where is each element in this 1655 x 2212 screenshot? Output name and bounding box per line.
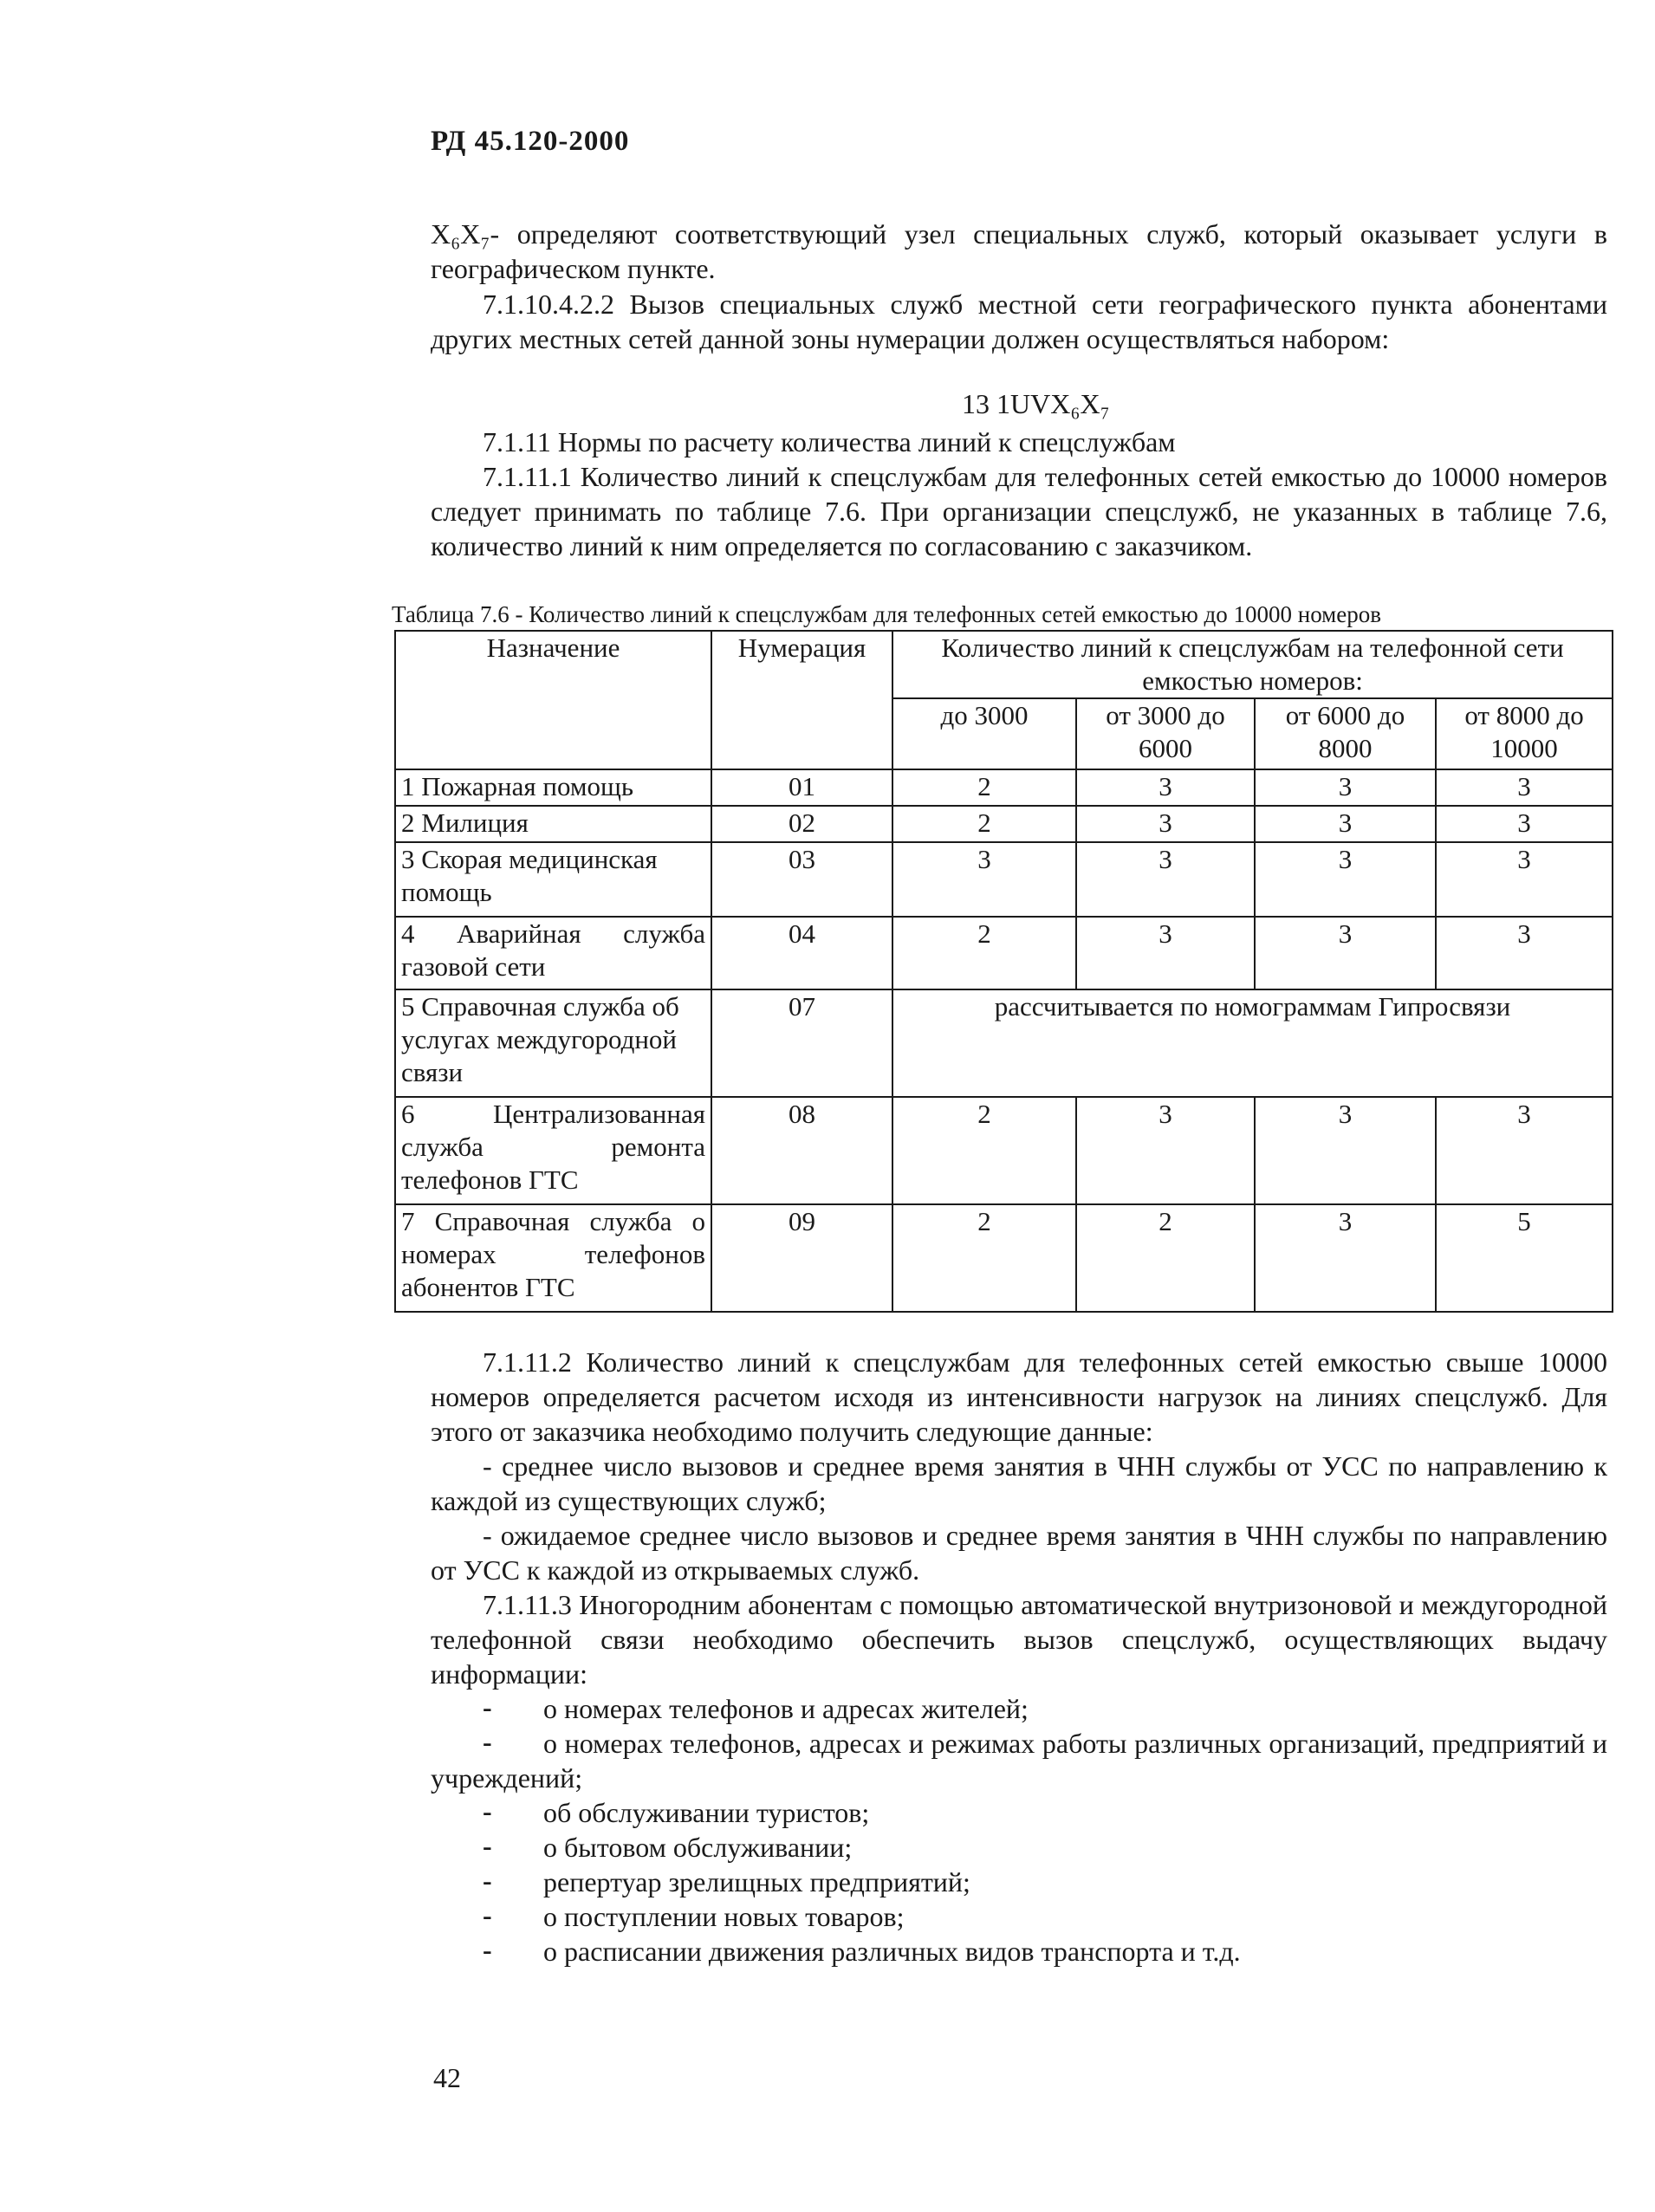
row-value: 3 [1076, 1097, 1255, 1204]
list-item: о номерах телефонов, адресах и режимах работы различных организаций, предприятий и учреждений; [431, 1728, 1607, 1794]
paragraph-7-1-11-1: 7.1.11.1 Количество линий к спецслужбам для телефонных сетей емкостью до 10000 номеров следует принимать по таблице 7.6. При организации спецслужб, не указанных в таблице 7.6, количество линий к ним определяется по согласованию с заказчиком. [431, 461, 1607, 561]
row-value: 3 [1255, 1097, 1436, 1204]
list-bullet: - [483, 1691, 492, 1722]
header-capacity: до 3000 [892, 698, 1076, 769]
row-value: 3 [1076, 842, 1255, 917]
row-value: 2 [1076, 1204, 1255, 1312]
paragraph-7-1-11: 7.1.11 Нормы по расчету количества линий к спецслужбам [483, 426, 1176, 457]
row-value: 2 [892, 917, 1076, 989]
list-bullet: - [483, 1934, 492, 1965]
row-value: 3 [1076, 917, 1255, 989]
table-row [395, 806, 1613, 842]
table-row [395, 1204, 1613, 1312]
list-item: об обслуживании туристов; [543, 1797, 870, 1828]
header-numbering: Нумерация [711, 631, 892, 769]
row-number: 09 [711, 1204, 892, 1312]
row-value: 2 [892, 769, 1076, 806]
list-bullet: - [483, 1865, 492, 1896]
table-row [395, 1097, 1613, 1204]
header-capacity: от 3000 до 6000 [1076, 698, 1255, 769]
row-purpose: 7 Справочная служба о номерах телефонов абонентов ГТС [395, 1204, 711, 1312]
row-value: 3 [1436, 917, 1613, 989]
row-value: 3 [1255, 917, 1436, 989]
list-item: о расписании движения различных видов транспорта и т.д. [543, 1936, 1241, 1967]
header-capacity: от 8000 до 10000 [1436, 698, 1613, 769]
list-item: репертуар зрелищных предприятий; [543, 1866, 970, 1897]
paragraph-7-1-11-2: 7.1.11.2 Количество линий к спецслужбам для телефонных сетей емкостью свыше 10000 номеров определяется расчетом исходя из интенсивности нагрузок на линиях спецслужб. Для этого от заказчика необходимо получить следующие данные: [431, 1346, 1607, 1447]
row-value: 3 [1076, 769, 1255, 806]
row-purpose: 3 Скорая медицинская помощь [395, 842, 711, 917]
list-bullet: - [483, 1899, 492, 1930]
dial-formula: 13 1UVX₆X₇ [962, 388, 1110, 419]
row-value: 5 [1436, 1204, 1613, 1312]
document-header: РД 45.120-2000 [431, 126, 630, 157]
list-bullet: - [483, 1726, 492, 1757]
list-item: о бытовом обслуживании; [543, 1832, 853, 1863]
row-number: 07 [711, 989, 892, 1097]
row-purpose: 6 Централизованная служба ремонта телефонов ГТС [395, 1097, 711, 1204]
header-purpose: Назначение [395, 631, 711, 769]
paragraph-7-1-10-4-2-2: 7.1.10.4.2.2 Вызов специальных служб местной сети географического пункта абонентами других местных сетей данной зоны нумерации должен осуществляться набором: [431, 289, 1607, 354]
page-number: 42 [433, 2062, 461, 2093]
row-value: 3 [1255, 806, 1436, 842]
row-purpose: 4 Аварийная служба газовой сети [395, 917, 711, 989]
dash-item-new-services: - ожидаемое среднее число вызовов и среднее время занятия в ЧНН службы по направлению от УСС к каждой из открываемых служб. [431, 1520, 1607, 1586]
row-value: 2 [892, 1204, 1076, 1312]
row-value: 3 [1436, 842, 1613, 917]
list-bullet: - [483, 1795, 492, 1826]
row-value: 3 [1255, 1204, 1436, 1312]
row-merged-note: рассчитывается по номограммам Гипросвязи [892, 989, 1613, 1097]
row-value: 3 [1436, 806, 1613, 842]
row-value: 2 [892, 1097, 1076, 1204]
list-item: о номерах телефонов и адресах жителей; [543, 1693, 1029, 1724]
paragraph-7-1-11-3: 7.1.11.3 Иногородним абонентам с помощью автоматической внутризоновой и междугородной телефонной связи необходимо обеспечить вызов спецслужб, осуществляющих выдачу информации: [431, 1589, 1607, 1690]
table-caption: Таблица 7.6 - Количество линий к спецслужбам для телефонных сетей емкостью до 10000 номеров [392, 601, 1382, 627]
table-row [395, 769, 1613, 806]
row-number: 08 [711, 1097, 892, 1204]
row-value: 3 [1076, 806, 1255, 842]
table-row [395, 917, 1613, 989]
row-number: 01 [711, 769, 892, 806]
list-bullet: - [483, 1830, 492, 1861]
row-value: 3 [1255, 769, 1436, 806]
row-number: 04 [711, 917, 892, 989]
row-purpose: 1 Пожарная помощь [395, 769, 711, 806]
row-number: 03 [711, 842, 892, 917]
list-item: о поступлении новых товаров; [543, 1901, 905, 1932]
table-row [395, 989, 1613, 1097]
row-purpose: 2 Милиция [395, 806, 711, 842]
row-value: 3 [1255, 842, 1436, 917]
table-row [395, 842, 1613, 917]
dash-item-existing-services: - среднее число вызовов и среднее время занятия в ЧНН службы от УСС по направлению к каждой из существующих служб; [431, 1450, 1607, 1516]
header-capacity: от 6000 до 8000 [1255, 698, 1436, 769]
row-value: 2 [892, 806, 1076, 842]
header-lines-count: Количество линий к спецслужбам на телефонной сети емкостью номеров: [892, 631, 1613, 698]
row-value: 3 [1436, 1097, 1613, 1204]
row-value: 3 [892, 842, 1076, 917]
row-purpose: 5 Справочная служба об услугах междугородной связи [395, 989, 711, 1097]
row-number: 02 [711, 806, 892, 842]
paragraph-x6x7: X₆X₇- определяют соответствующий узел специальных служб, который оказывает услуги в географическом пункте. [431, 218, 1607, 284]
special-services-table [394, 630, 1613, 1313]
row-value: 3 [1436, 769, 1613, 806]
